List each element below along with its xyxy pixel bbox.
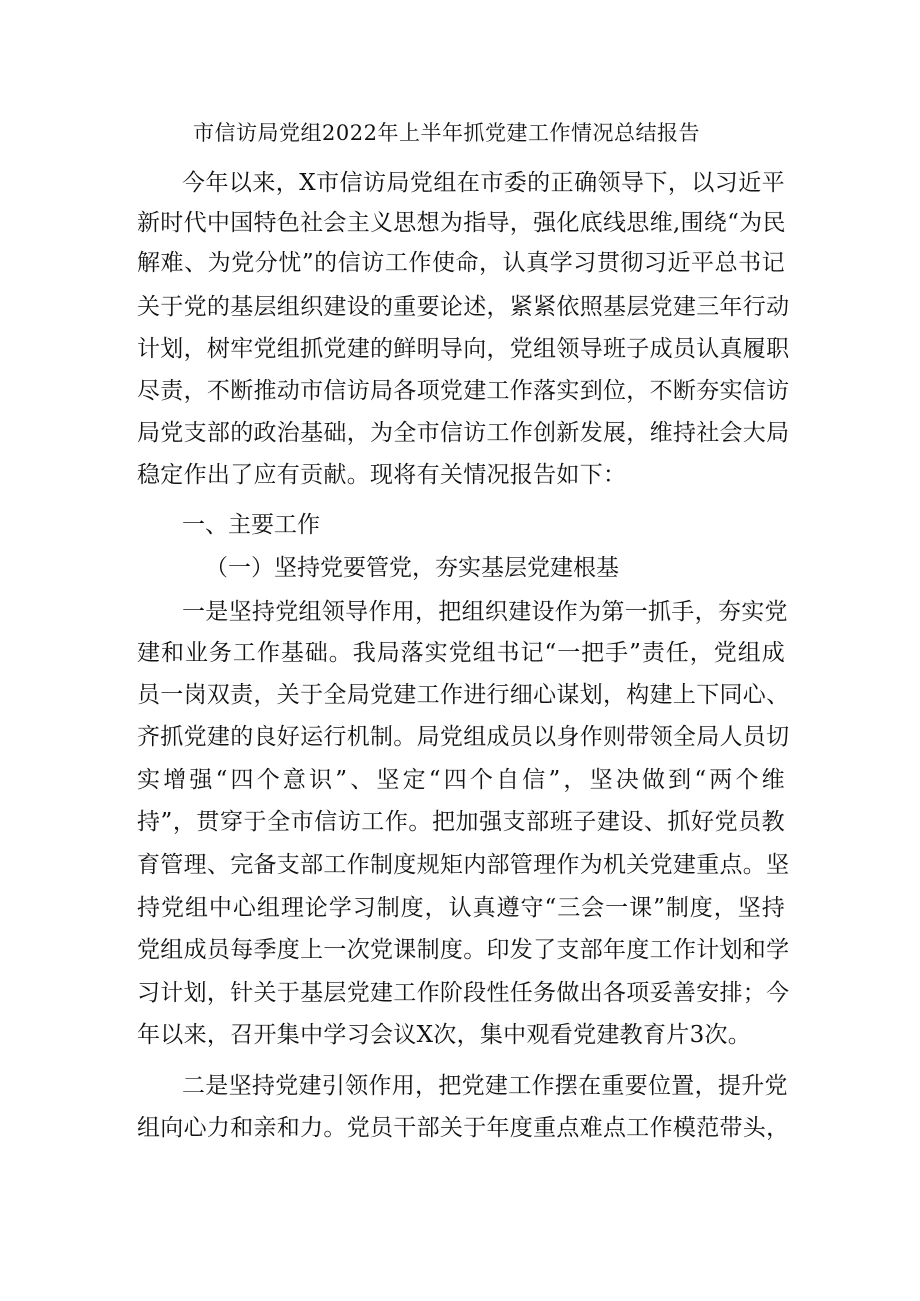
intro-line: 关于党的基层组织建设的重要论述，紧紧依照基层党建三年行动 bbox=[137, 294, 790, 320]
paragraph-line: 员一岗双责，关于全局党建工作进行细心谋划，构建上下同心、 bbox=[137, 682, 790, 708]
paragraph-line: 二是坚持党建引领作用，把党建工作摆在重要位置，提升党 bbox=[182, 1073, 788, 1099]
paragraph-line: 一是坚持党组领导作用，把组织建设作为第一抓手，夯实党 bbox=[182, 599, 788, 625]
intro-line: 解难、为党分忧”的信访工作使命，认真学习贯彻习近平总书记 bbox=[137, 250, 785, 276]
document-title: 市信访局党组2022年上半年抓党建工作情况总结报告 bbox=[193, 121, 700, 145]
subsection-heading: （一）坚持党要管党，夯实基层党建根基 bbox=[205, 555, 619, 581]
paragraph-line: 育管理、完备支部工作制度规矩内部管理作为机关党建重点。坚 bbox=[137, 852, 790, 878]
paragraph-line: 实增强“四个意识”、坚定“四个自信”，坚决做到“两个维 bbox=[137, 767, 785, 793]
paragraph-line: 齐抓党建的良好运行机制。局党组成员以身作则带领全局人员切 bbox=[137, 724, 790, 750]
paragraph-line: 建和业务工作基础。我局落实党组书记“一把手”责任，党组成 bbox=[137, 640, 785, 666]
paragraph-line: 党组成员每季度上一次党课制度。印发了支部年度工作计划和学 bbox=[137, 937, 790, 963]
intro-line: 局党支部的政治基础，为全市信访工作创新发展，维持社会大局 bbox=[137, 420, 790, 446]
intro-line: 稳定作出了应有贡献。现将有关情况报告如下： bbox=[137, 462, 627, 488]
paragraph-line: 持党组中心组理论学习制度，认真遵守“三会一课”制度，坚持 bbox=[137, 895, 785, 921]
intro-line: 新时代中国特色社会主义思想为指导，强化底线思维,围绕“为民 bbox=[137, 210, 786, 236]
intro-line: 今年以来，X市信访局党组在市委的正确领导下，以习近平 bbox=[182, 170, 785, 196]
section-heading: 一、主要工作 bbox=[182, 512, 320, 538]
paragraph-line: 持”，贯穿于全市信访工作。把加强支部班子建设、抓好党员教 bbox=[137, 809, 785, 835]
paragraph-line: 年以来，召开集中学习会议X次，集中观看党建教育片3次。 bbox=[137, 1022, 752, 1048]
paragraph-line: 组向心力和亲和力。党员干部关于年度重点难点工作模范带头， bbox=[137, 1115, 790, 1141]
paragraph-line: 习计划，针关于基层党建工作阶段性任务做出各项妥善安排；今 bbox=[137, 980, 790, 1006]
intro-line: 计划，树牢党组抓党建的鲜明导向，党组领导班子成员认真履职 bbox=[137, 336, 790, 362]
intro-line: 尽责，不断推动市信访局各项党建工作落实到位，不断夯实信访 bbox=[137, 378, 790, 404]
